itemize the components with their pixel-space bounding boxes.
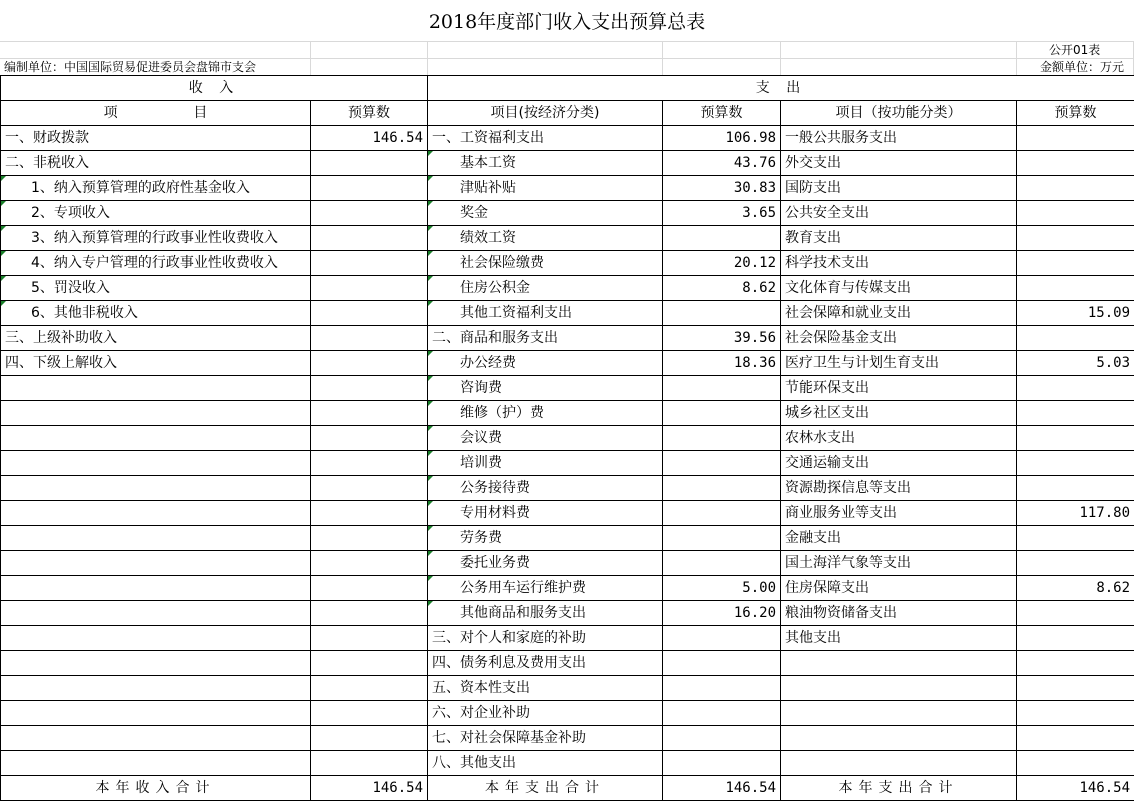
func-item-cell: 国防支出 xyxy=(781,176,1017,201)
econ-item-cell: 委托业务费 xyxy=(428,551,663,576)
income-budget-cell xyxy=(311,501,428,526)
income-item-cell: 5、罚没收入 xyxy=(1,276,311,301)
func-item-cell: 社会保障和就业支出 xyxy=(781,301,1017,326)
income-item-cell xyxy=(1,626,311,651)
meta-gridline xyxy=(427,41,428,75)
func-budget-cell xyxy=(1017,676,1134,701)
func-item-cell xyxy=(781,651,1017,676)
func-budget-cell xyxy=(1017,451,1134,476)
econ-budget-cell xyxy=(663,426,781,451)
page-title: 2018年度部门收入支出预算总表 xyxy=(428,11,706,33)
budget-table xyxy=(0,75,1134,801)
func-item-cell: 其他支出 xyxy=(781,626,1017,651)
econ-budget-cell xyxy=(663,301,781,326)
table-row xyxy=(1,226,1134,251)
econ-item-cell: 四、债务利息及费用支出 xyxy=(428,651,663,676)
func-item-cell: 教育支出 xyxy=(781,226,1017,251)
func-budget-cell xyxy=(1017,726,1134,751)
func-item-header: 项目（按功能分类） xyxy=(781,101,1017,126)
func-budget-cell: 117.80 xyxy=(1017,501,1134,526)
func-item-cell: 公共安全支出 xyxy=(781,201,1017,226)
income-section-header: 收 入 xyxy=(1,76,428,101)
table-row xyxy=(1,276,1134,301)
econ-item-cell: 津贴补贴 xyxy=(428,176,663,201)
econ-budget-cell: 39.56 xyxy=(663,326,781,351)
func-budget-cell xyxy=(1017,401,1134,426)
econ-budget-cell: 8.62 xyxy=(663,276,781,301)
func-budget-cell xyxy=(1017,426,1134,451)
income-item-cell: 1、纳入预算管理的政府性基金收入 xyxy=(1,176,311,201)
income-item-cell xyxy=(1,426,311,451)
econ-budget-cell: 5.00 xyxy=(663,576,781,601)
meta-gridline xyxy=(780,41,781,75)
unit-label: 编制单位：中国国际贸易促进委员会盘锦市支会 xyxy=(4,60,257,74)
func-budget-cell: 8.62 xyxy=(1017,576,1134,601)
func-budget-cell xyxy=(1017,201,1134,226)
func-item-cell xyxy=(781,726,1017,751)
table-row xyxy=(1,476,1134,501)
econ-budget-cell xyxy=(663,651,781,676)
func-budget-cell xyxy=(1017,276,1134,301)
func-item-cell: 粮油物资储备支出 xyxy=(781,601,1017,626)
econ-budget-cell xyxy=(663,401,781,426)
table-row xyxy=(1,701,1134,726)
func-budget-cell xyxy=(1017,601,1134,626)
econ-total-label: 本年支出合计 xyxy=(428,776,663,801)
func-item-cell: 城乡社区支出 xyxy=(781,401,1017,426)
income-budget-cell xyxy=(311,151,428,176)
table-row xyxy=(1,351,1134,376)
expenditure-section-header: 支 出 xyxy=(428,76,1134,101)
func-budget-cell xyxy=(1017,526,1134,551)
table-row xyxy=(1,626,1134,651)
income-item-cell xyxy=(1,376,311,401)
func-item-cell: 商业服务业等支出 xyxy=(781,501,1017,526)
func-budget-cell xyxy=(1017,376,1134,401)
func-budget-cell xyxy=(1017,626,1134,651)
income-item-cell xyxy=(1,576,311,601)
income-item-cell: 4、纳入专户管理的行政事业性收费收入 xyxy=(1,251,311,276)
econ-item-cell: 公务用车运行维护费 xyxy=(428,576,663,601)
econ-item-cell: 住房公积金 xyxy=(428,276,663,301)
econ-budget-cell: 3.65 xyxy=(663,201,781,226)
table-row xyxy=(1,451,1134,476)
econ-item-cell: 基本工资 xyxy=(428,151,663,176)
table-row xyxy=(1,601,1134,626)
income-total-label: 本年收入合计 xyxy=(1,776,311,801)
income-item-cell xyxy=(1,401,311,426)
econ-item-cell: 一、工资福利支出 xyxy=(428,126,663,151)
income-budget-cell xyxy=(311,326,428,351)
econ-item-cell: 会议费 xyxy=(428,426,663,451)
income-item-cell: 2、专项收入 xyxy=(1,201,311,226)
func-budget-cell: 15.09 xyxy=(1017,301,1134,326)
income-item-cell: 四、下级上解收入 xyxy=(1,351,311,376)
func-item-cell: 文化体育与传媒支出 xyxy=(781,276,1017,301)
econ-budget-cell: 30.83 xyxy=(663,176,781,201)
econ-budget-cell: 18.36 xyxy=(663,351,781,376)
func-budget-cell xyxy=(1017,651,1134,676)
econ-item-cell: 办公经费 xyxy=(428,351,663,376)
income-budget-cell xyxy=(311,226,428,251)
income-budget-cell xyxy=(311,651,428,676)
econ-item-cell: 公务接待费 xyxy=(428,476,663,501)
income-budget-cell xyxy=(311,401,428,426)
income-budget-header: 预算数 xyxy=(311,101,428,126)
income-item-cell xyxy=(1,551,311,576)
income-item-cell: 6、其他非税收入 xyxy=(1,301,311,326)
meta-area xyxy=(0,41,1134,75)
econ-budget-cell xyxy=(663,726,781,751)
form-number: 公开01表 xyxy=(1049,43,1101,57)
econ-item-header: 项目(按经济分类) xyxy=(428,101,663,126)
func-item-cell: 资源勘探信息等支出 xyxy=(781,476,1017,501)
econ-budget-cell: 106.98 xyxy=(663,126,781,151)
income-item-cell xyxy=(1,751,311,776)
income-budget-cell xyxy=(311,426,428,451)
table-body xyxy=(1,76,1134,801)
econ-budget-cell xyxy=(663,551,781,576)
income-budget-cell xyxy=(311,451,428,476)
table-row xyxy=(1,126,1134,151)
income-budget-cell xyxy=(311,601,428,626)
table-row xyxy=(1,551,1134,576)
table-row xyxy=(1,576,1134,601)
econ-budget-cell: 20.12 xyxy=(663,251,781,276)
func-budget-header: 预算数 xyxy=(1017,101,1134,126)
income-budget-cell xyxy=(311,351,428,376)
income-item-cell: 二、非税收入 xyxy=(1,151,311,176)
econ-budget-cell xyxy=(663,676,781,701)
econ-item-cell: 其他商品和服务支出 xyxy=(428,601,663,626)
income-item-cell: 三、上级补助收入 xyxy=(1,326,311,351)
func-item-cell: 一般公共服务支出 xyxy=(781,126,1017,151)
income-item-cell xyxy=(1,501,311,526)
income-budget-cell xyxy=(311,676,428,701)
econ-budget-cell xyxy=(663,451,781,476)
econ-budget-cell: 43.76 xyxy=(663,151,781,176)
income-budget-cell xyxy=(311,376,428,401)
column-header-row xyxy=(1,101,1134,126)
amount-unit: 金额单位：万元 xyxy=(1040,60,1125,74)
income-budget-cell xyxy=(311,551,428,576)
income-budget-cell xyxy=(311,626,428,651)
econ-item-cell: 绩效工资 xyxy=(428,226,663,251)
meta-gridline xyxy=(310,41,311,75)
func-budget-cell xyxy=(1017,226,1134,251)
econ-item-cell: 三、对个人和家庭的补助 xyxy=(428,626,663,651)
income-budget-cell xyxy=(311,301,428,326)
econ-budget-cell xyxy=(663,376,781,401)
income-budget-cell xyxy=(311,576,428,601)
econ-item-cell: 劳务费 xyxy=(428,526,663,551)
econ-item-cell: 专用材料费 xyxy=(428,501,663,526)
func-item-cell: 金融支出 xyxy=(781,526,1017,551)
func-budget-cell: 5.03 xyxy=(1017,351,1134,376)
econ-item-cell: 培训费 xyxy=(428,451,663,476)
table-row xyxy=(1,726,1134,751)
income-item-cell xyxy=(1,651,311,676)
table-row xyxy=(1,426,1134,451)
income-budget-cell xyxy=(311,701,428,726)
econ-item-cell: 维修（护）费 xyxy=(428,401,663,426)
income-item-cell xyxy=(1,451,311,476)
table-row xyxy=(1,676,1134,701)
meta-gridline xyxy=(662,41,663,75)
econ-budget-cell xyxy=(663,701,781,726)
income-item-header: 项 目 xyxy=(1,101,311,126)
income-budget-cell xyxy=(311,476,428,501)
table-row xyxy=(1,751,1134,776)
table-row xyxy=(1,251,1134,276)
econ-budget-cell xyxy=(663,751,781,776)
econ-budget-cell xyxy=(663,476,781,501)
income-total-value: 146.54 xyxy=(311,776,428,801)
income-budget-cell xyxy=(311,251,428,276)
econ-item-cell: 咨询费 xyxy=(428,376,663,401)
func-budget-cell xyxy=(1017,476,1134,501)
econ-budget-cell xyxy=(663,501,781,526)
econ-budget-cell xyxy=(663,226,781,251)
func-item-cell: 国土海洋气象等支出 xyxy=(781,551,1017,576)
income-item-cell xyxy=(1,601,311,626)
table-row xyxy=(1,176,1134,201)
func-budget-cell xyxy=(1017,326,1134,351)
func-item-cell: 农林水支出 xyxy=(781,426,1017,451)
income-budget-cell xyxy=(311,176,428,201)
table-row xyxy=(1,376,1134,401)
econ-item-cell: 七、对社会保障基金补助 xyxy=(428,726,663,751)
econ-item-cell: 五、资本性支出 xyxy=(428,676,663,701)
func-budget-cell xyxy=(1017,126,1134,151)
section-header-row xyxy=(1,76,1134,101)
income-budget-cell xyxy=(311,751,428,776)
income-budget-cell xyxy=(311,276,428,301)
meta-gridline xyxy=(0,41,1134,42)
func-budget-cell xyxy=(1017,551,1134,576)
econ-total-value: 146.54 xyxy=(663,776,781,801)
econ-item-cell: 六、对企业补助 xyxy=(428,701,663,726)
func-item-cell xyxy=(781,676,1017,701)
income-budget-cell xyxy=(311,526,428,551)
totals-row xyxy=(1,776,1134,801)
income-item-cell xyxy=(1,526,311,551)
func-item-cell: 交通运输支出 xyxy=(781,451,1017,476)
econ-item-cell: 其他工资福利支出 xyxy=(428,301,663,326)
func-budget-cell xyxy=(1017,701,1134,726)
econ-item-cell: 二、商品和服务支出 xyxy=(428,326,663,351)
func-item-cell: 社会保险基金支出 xyxy=(781,326,1017,351)
income-budget-cell: 146.54 xyxy=(311,126,428,151)
func-item-cell: 医疗卫生与计划生育支出 xyxy=(781,351,1017,376)
table-row xyxy=(1,201,1134,226)
table-row xyxy=(1,326,1134,351)
econ-budget-cell: 16.20 xyxy=(663,601,781,626)
func-item-cell: 科学技术支出 xyxy=(781,251,1017,276)
func-total-label: 本年支出合计 xyxy=(781,776,1017,801)
table-row xyxy=(1,526,1134,551)
income-budget-cell xyxy=(311,201,428,226)
table-row xyxy=(1,651,1134,676)
table-row xyxy=(1,401,1134,426)
func-budget-cell xyxy=(1017,176,1134,201)
func-item-cell xyxy=(781,751,1017,776)
econ-item-cell: 社会保险缴费 xyxy=(428,251,663,276)
econ-budget-header: 预算数 xyxy=(663,101,781,126)
econ-budget-cell xyxy=(663,526,781,551)
func-item-cell: 住房保障支出 xyxy=(781,576,1017,601)
table-row xyxy=(1,501,1134,526)
func-item-cell xyxy=(781,701,1017,726)
table-row xyxy=(1,301,1134,326)
income-item-cell: 一、财政拨款 xyxy=(1,126,311,151)
func-budget-cell xyxy=(1017,151,1134,176)
econ-item-cell: 八、其他支出 xyxy=(428,751,663,776)
func-budget-cell xyxy=(1017,251,1134,276)
func-total-value: 146.54 xyxy=(1017,776,1134,801)
func-item-cell: 节能环保支出 xyxy=(781,376,1017,401)
income-item-cell xyxy=(1,676,311,701)
income-item-cell: 3、纳入预算管理的行政事业性收费收入 xyxy=(1,226,311,251)
income-item-cell xyxy=(1,726,311,751)
econ-budget-cell xyxy=(663,626,781,651)
func-budget-cell xyxy=(1017,751,1134,776)
income-item-cell xyxy=(1,476,311,501)
meta-gridline xyxy=(1016,41,1017,75)
income-item-cell xyxy=(1,701,311,726)
func-item-cell: 外交支出 xyxy=(781,151,1017,176)
income-budget-cell xyxy=(311,726,428,751)
table-row xyxy=(1,151,1134,176)
econ-item-cell: 奖金 xyxy=(428,201,663,226)
